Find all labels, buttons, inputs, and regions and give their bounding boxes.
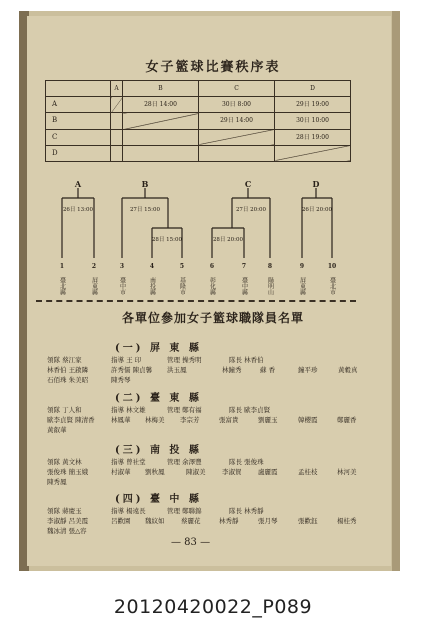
game-time: 28日 15:00: [151, 237, 183, 243]
roster-entry: 指導 曾社堂: [111, 458, 146, 466]
roster-entry: 楊桂秀: [337, 517, 357, 525]
team-name: 臺北縣: [58, 277, 66, 295]
roster-entry: 隊長 張俊珠: [229, 458, 264, 466]
svg-text:3: 3: [119, 263, 125, 270]
schedule-row: [46, 129, 351, 145]
roster-entry: 管理 操秀明: [167, 356, 202, 364]
roster-entry: 林秀靜: [219, 517, 239, 525]
team-name: 臺北市: [328, 277, 336, 295]
col-header: A: [111, 81, 123, 97]
bracket-lines: [62, 188, 332, 258]
roster-entry: 盧麗霞: [258, 468, 278, 476]
game-time: 26日 13:00: [62, 207, 94, 213]
section-heading: (四) 臺 中 縣: [115, 494, 202, 505]
page-number: — 83 —: [171, 537, 211, 548]
col-header: B: [123, 81, 199, 97]
game-time: 26日 20:00: [301, 207, 333, 213]
group-label: B: [141, 179, 149, 189]
svg-text:7: 7: [241, 263, 247, 270]
svg-text:8: 8: [267, 263, 273, 270]
roster-entry: 鐘平珍: [298, 366, 318, 374]
roster-entry: 管理 鄭有福: [167, 406, 202, 414]
roster-entry: 管理 鄭聯錦: [167, 507, 202, 515]
game-time: 27日 15:00: [129, 207, 161, 213]
roster-entry: 陳秀琴: [111, 376, 131, 384]
schedule-title: 女子籃球比賽秩序表: [145, 60, 281, 75]
roster-entry: 林鐘秀: [222, 366, 242, 374]
roster-entry: 洪玉鳳: [167, 366, 187, 374]
roster-entry: 隊長 歐李貞賢: [229, 406, 271, 414]
roster-entry: 魏冰清 張△容: [47, 527, 87, 535]
roster-entry: 鄭麗香: [337, 416, 357, 424]
diagonal-cell: [275, 145, 351, 161]
section-heading: (一) 屏 東 縣: [115, 343, 202, 354]
roster-entry: 李宗芳: [180, 416, 200, 424]
schedule-header-row: [46, 81, 351, 97]
roster-entry: 林鳳華: [111, 416, 131, 424]
diagonal-cell: [111, 97, 123, 113]
diagonal-cell: [199, 129, 275, 145]
roster-entry: 張富貴: [219, 416, 239, 424]
game-time: 28日 20:00: [212, 237, 244, 243]
svg-text:5: 5: [179, 263, 185, 270]
corner-cell: [46, 81, 111, 97]
section-divider: [36, 300, 356, 302]
row-header: B: [46, 113, 111, 129]
roster-entry: 李淑靜 呂美霞: [47, 517, 89, 525]
schedule-row: [46, 113, 351, 129]
roster-entry: 管理 余澤豐: [167, 458, 202, 466]
roster-entry: 指導 王 印: [111, 356, 142, 364]
team-name: 屏東縣: [90, 277, 98, 295]
schedule-cell: 28日 19:00: [275, 129, 351, 145]
svg-text:2: 2: [91, 263, 97, 270]
roster-entry: 領隊 蔣慶玉: [47, 507, 82, 515]
page-edge: [392, 11, 400, 571]
diagonal-cell: [123, 113, 199, 129]
svg-text:4: 4: [149, 263, 155, 270]
schedule-cell: [123, 129, 199, 145]
schedule-cell: 30日 10:00: [275, 113, 351, 129]
roster-entry: 指導 林文雄: [111, 406, 146, 414]
roster-entry: 呂歡園: [111, 517, 131, 525]
roster-entry: 張俊珠 簡玉娥: [47, 468, 89, 476]
roster-entry: 領隊 黃文林: [47, 458, 82, 466]
schedule-cell: [199, 145, 275, 161]
image-caption: 20120420022_P089: [113, 596, 313, 618]
roster-entry: 劉秋鳳: [145, 468, 165, 476]
roster-entry: 黃叡華: [47, 426, 67, 434]
roster-entry: 劉麗玉: [258, 416, 278, 424]
roster-title: 各單位參加女子籃球職隊員名單: [121, 311, 304, 325]
roster-entry: 指導 楊遠長: [111, 507, 146, 515]
schedule-table: [45, 80, 351, 162]
roster-entry: 陳淑美: [186, 468, 206, 476]
roster-entry: 隊長 林香伯: [229, 356, 264, 364]
roster-entry: 魏紋如: [145, 517, 165, 525]
roster-entry: 蘇 香: [260, 366, 276, 374]
col-header: D: [275, 81, 351, 97]
col-header: C: [199, 81, 275, 97]
roster-entry: 李淑賀: [222, 468, 242, 476]
team-name: 基隆市: [178, 277, 186, 295]
row-header: A: [46, 97, 111, 113]
roster-entry: 村淑華: [111, 468, 131, 476]
roster-entry: 石佰珠 朱美昭: [47, 376, 89, 384]
schedule-cell: [111, 113, 123, 129]
roster-entry: 林香伯 王啟隣: [47, 366, 89, 374]
roster-entry: 孟桂枝: [298, 468, 318, 476]
roster-entry: 韓櫻霞: [298, 416, 318, 424]
roster-entry: 張月琴: [258, 517, 278, 525]
row-header: D: [46, 145, 111, 161]
roster-entry: 歐李貞賢 陳清香: [47, 416, 95, 424]
svg-text:6: 6: [209, 263, 215, 270]
schedule-cell: 29日 14:00: [199, 113, 275, 129]
schedule-cell: [111, 129, 123, 145]
svg-text:10: 10: [327, 263, 337, 270]
roster-entry: 陳秀鳳: [47, 478, 67, 486]
team-name: 南投縣: [148, 277, 156, 295]
team-names: [59, 276, 336, 296]
roster-entry: 隊長 林秀靜: [229, 507, 264, 515]
section-heading: (三) 南 投 縣: [115, 445, 202, 456]
team-name: 彰化縣: [208, 277, 216, 295]
team-name: 臺中縣: [240, 277, 248, 295]
svg-text:9: 9: [299, 263, 305, 270]
roster-entry: 林梅美: [145, 416, 165, 424]
roster-entry: 林河美: [337, 468, 357, 476]
schedule-cell: 29日 19:00: [275, 97, 351, 113]
tournament-bracket: [40, 178, 350, 296]
schedule-row: [46, 145, 351, 161]
group-label: C: [244, 179, 252, 189]
roster-entry: 領隊 蔡江家: [47, 356, 82, 364]
schedule-cell: [111, 145, 123, 161]
roster-entry: 許秀儒 陳貞馨: [111, 366, 153, 374]
svg-text:1: 1: [59, 263, 65, 270]
team-name: 臺中市: [118, 277, 126, 295]
schedule-cell: 28日 14:00: [123, 97, 199, 113]
schedule-cell: [123, 145, 199, 161]
group-label: D: [312, 179, 320, 189]
game-time: 27日 20:00: [235, 207, 267, 213]
roster-entry: 張歡鈺: [298, 517, 318, 525]
section-heading: (二) 臺 東 縣: [115, 393, 202, 404]
team-name: 屏東縣: [298, 277, 306, 295]
group-label: A: [74, 179, 82, 189]
schedule-cell: 30日 8:00: [199, 97, 275, 113]
team-name: 陽明山: [266, 277, 274, 295]
roster-entry: 蔡麗花: [181, 517, 201, 525]
roster-entry: 黃穀真: [338, 366, 358, 374]
roster-entry: 領隊 丁人和: [47, 406, 82, 414]
row-header: C: [46, 129, 111, 145]
schedule-row: [46, 97, 351, 113]
